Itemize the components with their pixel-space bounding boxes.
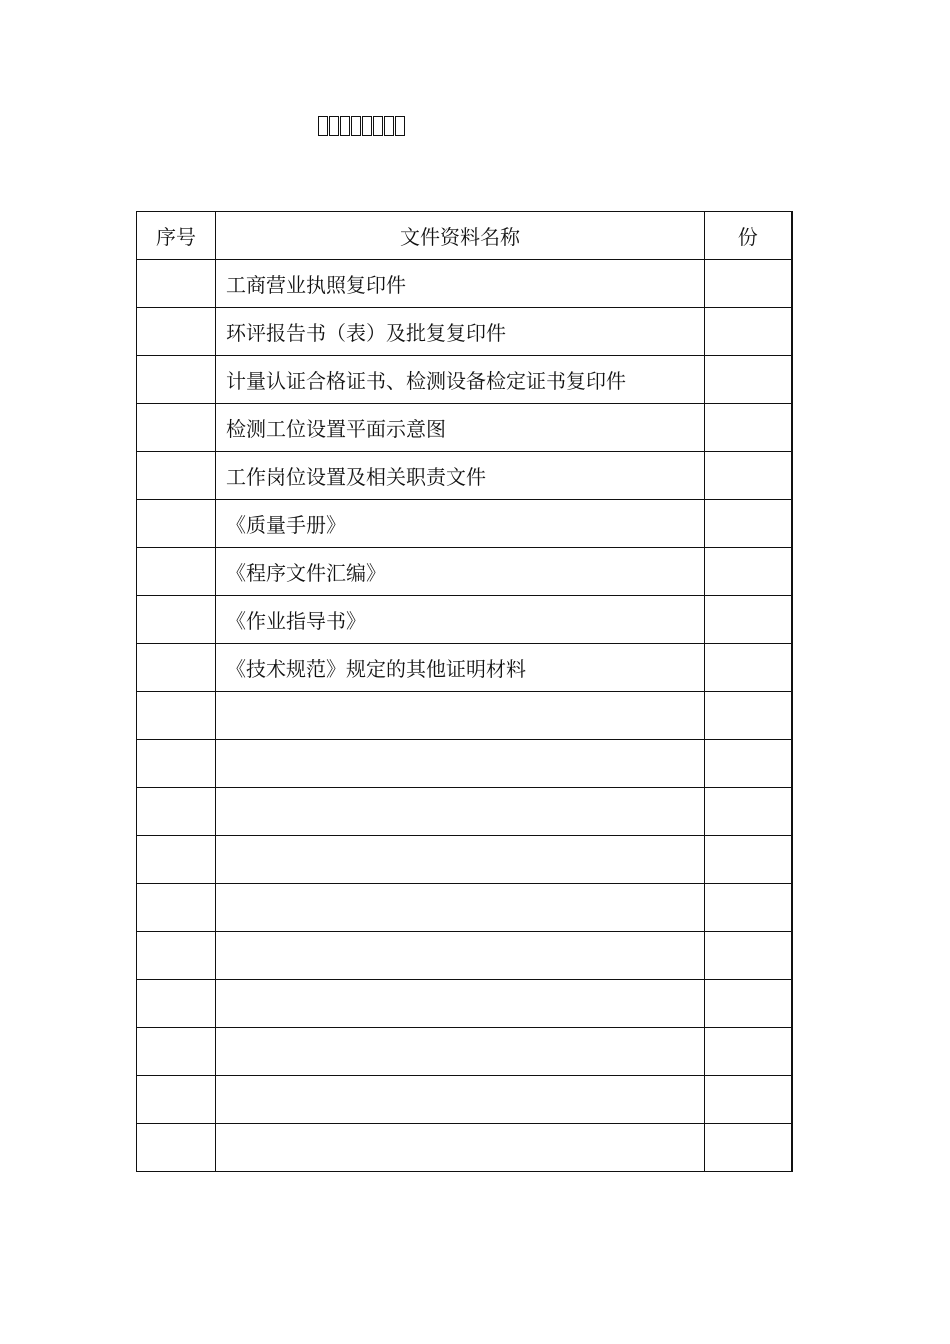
missing-glyph-box (329, 116, 339, 136)
document-name-cell: 工作岗位设置及相关职责文件 (216, 452, 705, 500)
document-name-cell: 《程序文件汇编》 (216, 548, 705, 596)
copies-cell (705, 404, 792, 452)
table-row (137, 1076, 792, 1124)
copies-cell (705, 980, 792, 1028)
copies-cell (705, 1124, 792, 1172)
copies-cell (705, 500, 792, 548)
seq-cell (137, 1076, 216, 1124)
document-name-cell: 检测工位设置平面示意图 (216, 404, 705, 452)
document-name-cell: 《质量手册》 (216, 500, 705, 548)
seq-cell (137, 1124, 216, 1172)
document-name-cell (216, 740, 705, 788)
missing-glyph-box (318, 116, 328, 136)
seq-cell (137, 260, 216, 308)
document-list-table (136, 211, 793, 1172)
seq-cell (137, 884, 216, 932)
document-name-cell (216, 692, 705, 740)
copies-cell (705, 452, 792, 500)
seq-cell (137, 452, 216, 500)
copies-cell (705, 548, 792, 596)
document-name-cell: 《作业指导书》 (216, 596, 705, 644)
copies-cell (705, 644, 792, 692)
copies-cell (705, 596, 792, 644)
header-copies: 份 (705, 212, 792, 260)
copies-cell (705, 932, 792, 980)
table-row (137, 452, 792, 500)
document-name-cell (216, 1124, 705, 1172)
seq-cell (137, 788, 216, 836)
seq-cell (137, 980, 216, 1028)
table-row (137, 596, 792, 644)
seq-cell (137, 932, 216, 980)
document-name-cell (216, 788, 705, 836)
document-name-cell: 工商营业执照复印件 (216, 260, 705, 308)
document-name-cell: 《技术规范》规定的其他证明材料 (216, 644, 705, 692)
document-title-unrendered (318, 116, 406, 138)
document-name-cell (216, 836, 705, 884)
seq-cell (137, 644, 216, 692)
seq-cell (137, 308, 216, 356)
table-row (137, 308, 792, 356)
table-row (137, 404, 792, 452)
missing-glyph-box (362, 116, 372, 136)
table-row (137, 260, 792, 308)
table-row (137, 980, 792, 1028)
table-row (137, 1124, 792, 1172)
seq-cell (137, 404, 216, 452)
seq-cell (137, 596, 216, 644)
document-name-cell (216, 932, 705, 980)
table-row (137, 692, 792, 740)
seq-cell (137, 548, 216, 596)
table-row (137, 1028, 792, 1076)
copies-cell (705, 1028, 792, 1076)
document-name-cell (216, 884, 705, 932)
copies-cell (705, 884, 792, 932)
seq-cell (137, 836, 216, 884)
missing-glyph-box (384, 116, 394, 136)
missing-glyph-box (340, 116, 350, 136)
table-row (137, 500, 792, 548)
copies-cell (705, 692, 792, 740)
copies-cell (705, 788, 792, 836)
document-name-cell: 环评报告书（表）及批复复印件 (216, 308, 705, 356)
table-header-row (137, 212, 792, 260)
copies-cell (705, 836, 792, 884)
header-document-name: 文件资料名称 (216, 212, 705, 260)
table-row (137, 836, 792, 884)
document-name-cell (216, 980, 705, 1028)
document-name-cell (216, 1076, 705, 1124)
copies-cell (705, 1076, 792, 1124)
copies-cell (705, 356, 792, 404)
seq-cell (137, 740, 216, 788)
missing-glyph-box (395, 116, 405, 136)
table-row (137, 788, 792, 836)
missing-glyph-box (351, 116, 361, 136)
copies-cell (705, 260, 792, 308)
seq-cell (137, 356, 216, 404)
table-row (137, 740, 792, 788)
header-seq: 序号 (137, 212, 216, 260)
document-name-cell (216, 1028, 705, 1076)
table-row (137, 548, 792, 596)
copies-cell (705, 308, 792, 356)
table-row (137, 932, 792, 980)
seq-cell (137, 692, 216, 740)
table-row (137, 356, 792, 404)
missing-glyph-box (373, 116, 383, 136)
table-row (137, 644, 792, 692)
seq-cell (137, 500, 216, 548)
document-name-cell: 计量认证合格证书、检测设备检定证书复印件 (216, 356, 705, 404)
copies-cell (705, 740, 792, 788)
table-row (137, 884, 792, 932)
seq-cell (137, 1028, 216, 1076)
